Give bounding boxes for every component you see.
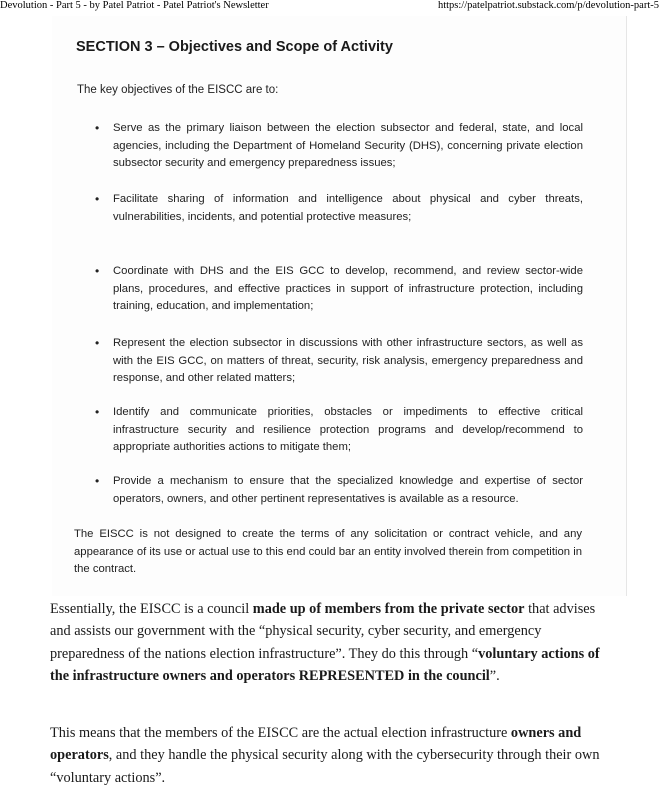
section-title: SECTION 3 – Objectives and Scope of Activity <box>76 39 393 55</box>
list-item-text: Coordinate with DHS and the EIS GCC to develop, recommend, and review sector-wide plans, procedures, and effective practices in support of infrastructure protection, including training, education, and implementation; <box>113 265 583 312</box>
list-item-text: Identify and communicate priorities, obstacles or impediments to effective critical infrastructure security and resilience protection programs and develop/recommend to appropriate authorities actions to mitigate them; <box>113 406 583 453</box>
print-header-url: https://patelpatriot.substack.com/p/devolution-part-5 <box>437 0 659 11</box>
list-item-text: Represent the election subsector in discussions with other infrastructure sectors, as well as with the EIS GCC, on matters of threat, security, risk analysis, emergency preparedness and response, and other related matters; <box>113 337 583 384</box>
article-paragraph <box>50 598 616 687</box>
paragraph-text: Essentially, the EISCC is a council <box>50 601 253 617</box>
charter-disclaimer: The EISCC is not designed to create the terms of any solicitation or contract vehicle, and any appearance of its use or actual use to this end could bar an entity involved therein from competition in the contract. <box>74 528 582 575</box>
paragraph-text: This means that the members of the EISCC are the actual election infrastructure <box>50 725 511 741</box>
paragraph-text: ”. <box>489 667 500 684</box>
print-header <box>0 0 661 14</box>
print-header-title: Devolution - Part 5 - by Patel Patriot - Patel Patriot's Newsletter <box>0 0 269 11</box>
objectives-list <box>52 16 626 596</box>
bullet-icon: • <box>95 405 100 419</box>
paragraph-text: that advises and assists our government with the “physical security, cyber security, and emergency preparedness of the nations election infrastructure”. They do this through “ <box>50 601 596 662</box>
objectives-intro: The key objectives of the EISCC are to: <box>77 84 279 96</box>
article-paragraph <box>50 722 616 789</box>
paragraph-text: , and they handle the physical security along with the cybersecurity through their own “voluntary actions”. <box>50 747 600 786</box>
charter-excerpt-image <box>52 16 627 596</box>
list-item-text: Provide a mechanism to ensure that the specialized knowledge and expertise of sector operators, owners, and other pertinent representatives is available as a resource. <box>113 475 583 505</box>
bullet-icon: • <box>95 192 100 206</box>
list-item-text: Facilitate sharing of information and intelligence about physical and cyber threats, vulnerabilities, incidents, and potential protective measures; <box>113 193 583 223</box>
emphasis-text: voluntary actions of the infrastructure owners and operators REPRESENTED in the council <box>50 645 600 684</box>
list-item-text: Serve as the primary liaison between the election subsector and federal, state, and local agencies, including the Department of Homeland Security (DHS), concerning private election subsector security and emergency preparedness issues; <box>113 122 583 169</box>
bullet-icon: • <box>95 264 100 278</box>
emphasis-text: made up of members from the private sector <box>252 601 525 617</box>
bullet-icon: • <box>95 121 100 135</box>
bullet-icon: • <box>95 336 100 350</box>
bullet-icon: • <box>95 474 100 488</box>
emphasis-text: owners and operators <box>50 725 582 764</box>
